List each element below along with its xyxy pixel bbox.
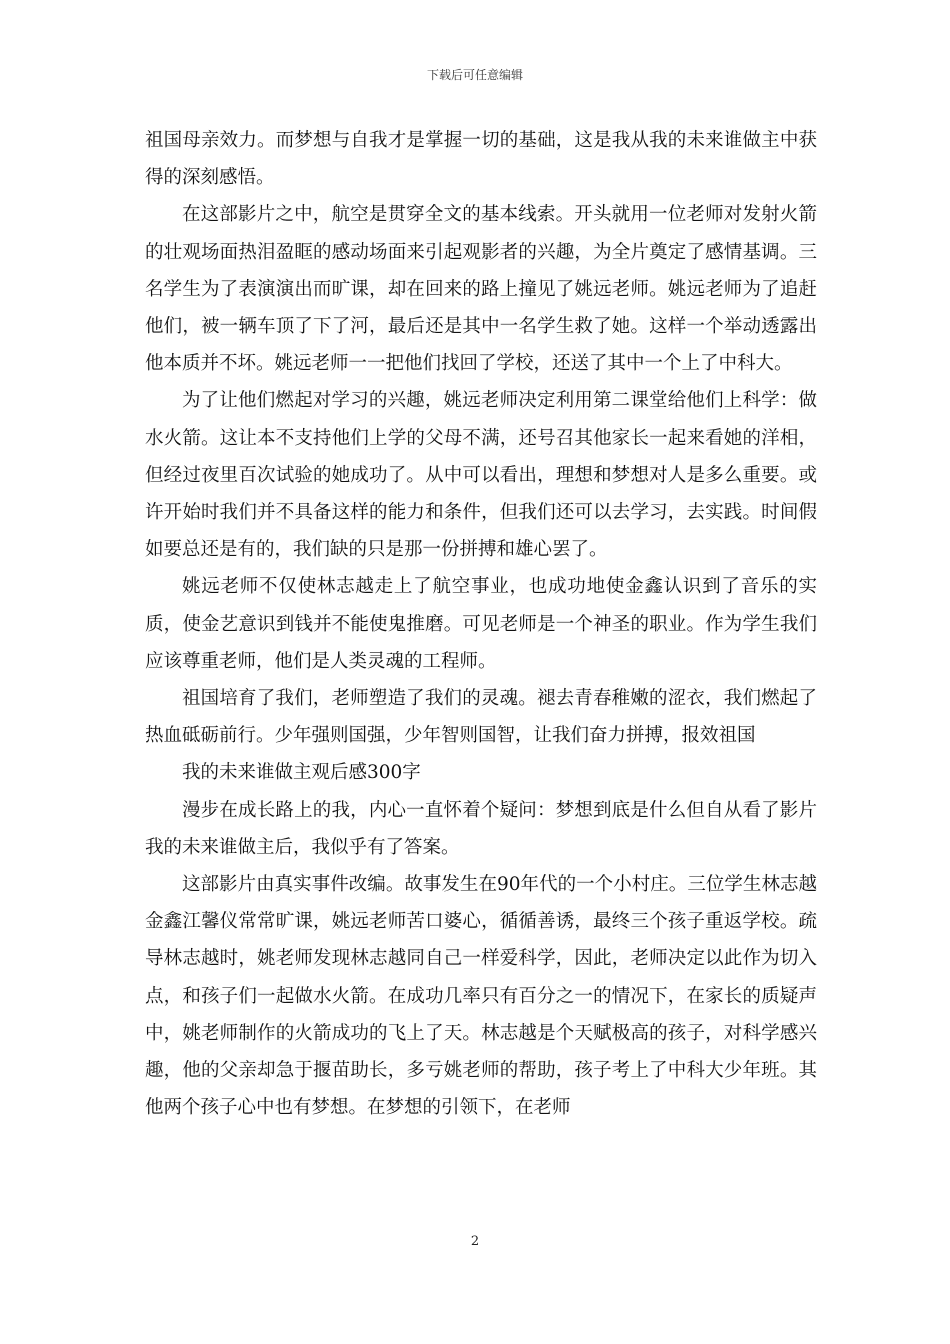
paragraph: 在这部影片之中，航空是贯穿全文的基本线索。开头就用一位老师对发射火箭的壮观场面热泪盈眶的感动场面来引起观影者的兴趣，为全片奠定了感情基调。三名学生为了表演演出而旷课，却在回来的路上撞见了姚远老师。姚远老师为了追赶他们，被一辆车顶了下了河，最后还是其中一名学生救了她。这样一个举动透露出他本质并不坏。姚远老师一一把他们找回了学校，还送了其中一个上了中科大。 xyxy=(145,204,817,375)
section-title: 我的未来谁做主观后感300字 xyxy=(182,762,421,784)
paragraph: 为了让他们燃起对学习的兴趣，姚远老师决定利用第二课堂给他们上科学：做水火箭。这让本不支持他们上学的父母不满，还号召其他家长一起来看她的洋相，但经过夜里百次试验的她成功了。从中可以看出，理想和梦想对人是多么重要。或许开始时我们并不具备这样的能力和条件，但我们还可以去学习，去实践。时间假如要总还是有的，我们缺的只是那一份拼搏和雄心罢了。 xyxy=(145,390,817,561)
paragraph: 祖国培育了我们，老师塑造了我们的灵魂。褪去青春稚嫩的涩衣，我们燃起了热血砥砺前行。少年强则国强，少年智则国智，让我们奋力拼搏，报效祖国 xyxy=(145,688,817,747)
paragraph: 这部影片由真实事件改编。故事发生在90年代的一个小村庄。三位学生林志越金鑫江馨仪常常旷课，姚远老师苦口婆心，循循善诱，最终三个孩子重返学校。疏导林志越时，姚老师发现林志越同自己一样爱科学，因此，老师决定以此作为切入点，和孩子们一起做水火箭。在成功几率只有百分之一的情况下，在家长的质疑声中，姚老师制作的火箭成功的飞上了天。林志越是个天赋极高的孩子，对科学感兴趣，他的父亲却急于揠苗助长，多亏姚老师的帮助，孩子考上了中科大少年班。其他两个孩子心中也有梦想。在梦想的引领下，在老师 xyxy=(145,874,817,1119)
document-body xyxy=(145,122,817,1126)
page-header: 下载后可任意编辑 xyxy=(426,68,523,82)
page-number: 2 xyxy=(470,1234,480,1249)
paragraph: 姚远老师不仅使林志越走上了航空事业，也成功地使金鑫认识到了音乐的实质，使金艺意识到钱并不能使鬼推磨。可见老师是一个神圣的职业。作为学生我们应该尊重老师，他们是人类灵魂的工程师。 xyxy=(145,576,817,672)
paragraph: 漫步在成长路上的我，内心一直怀着个疑问：梦想到底是什么但自从看了影片我的未来谁做主后，我似乎有了答案。 xyxy=(145,799,817,858)
paragraph-continuation: 祖国母亲效力。而梦想与自我才是掌握一切的基础，这是我从我的未来谁做主中获得的深刻感悟。 xyxy=(145,130,817,189)
